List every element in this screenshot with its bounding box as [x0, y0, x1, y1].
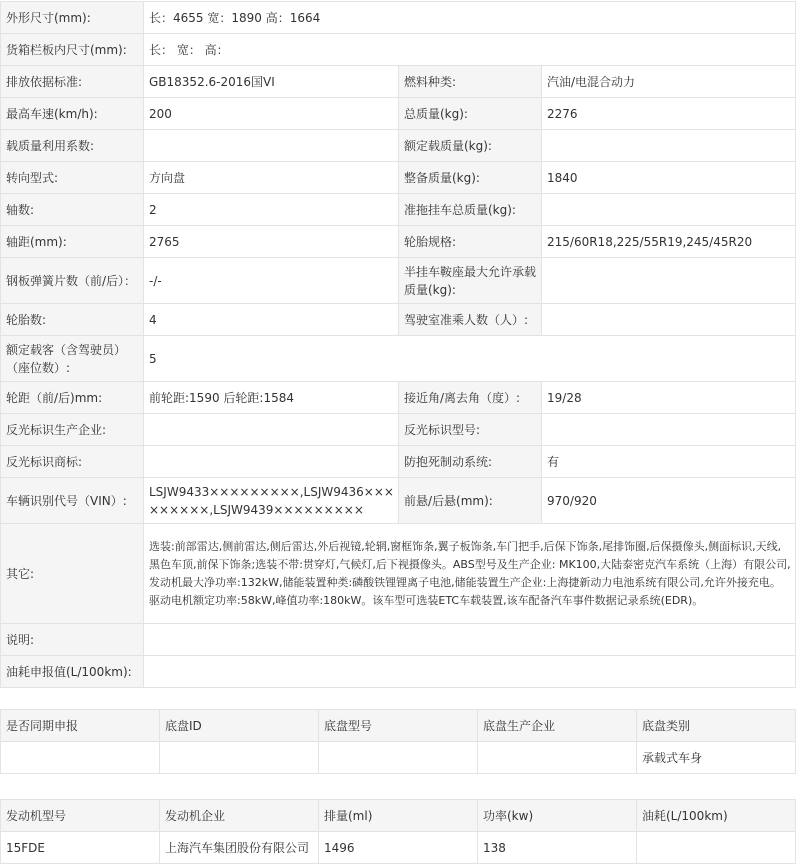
curb-mass-value: 1840: [542, 162, 796, 194]
chassis-header-cell: 底盘类别: [637, 710, 796, 742]
cargo-value: 长： 宽： 高：: [144, 34, 796, 66]
cargo-label: 货箱栏板内尺寸(mm):: [1, 34, 144, 66]
passengers-label: 额定载客（含驾驶员）（座位数）:: [1, 336, 144, 382]
fuel-value: 汽油/电混合动力: [542, 66, 796, 98]
spec-row-emission: [1, 66, 796, 98]
chassis-header-cell: 底盘型号: [319, 710, 478, 742]
steering-value: 方向盘: [144, 162, 399, 194]
chassis-header-row: [1, 710, 796, 742]
spec-row-vin: [1, 478, 796, 524]
chassis-cell: [160, 742, 319, 774]
engine-cell: 15FDE: [1, 832, 160, 864]
axles-value: 2: [144, 194, 399, 226]
reflector-model-label: 反光标识型号:: [399, 414, 542, 446]
emission-label: 排放依据标准:: [1, 66, 144, 98]
engine-cell: [637, 832, 796, 864]
spec-row-dimensions: [1, 2, 796, 34]
rated-load-value: [542, 130, 796, 162]
overhang-label: 前悬/后悬(mm):: [399, 478, 542, 524]
track-label: 轮距（前/后)mm:: [1, 382, 144, 414]
angles-value: 19/28: [542, 382, 796, 414]
other-value: 选装:前部雷达,侧前雷达,侧后雷达,外后视镜,轮辋,窗框饰条,翼子板饰条,车门把手,后保下饰条,尾排饰圈,后保摄像头,侧面标识,天线,黑色车顶,前保下饰条;选装不带:贯穿灯,气候灯,后下视摄像头。ABS型号及生产企业: MK100,大陆泰密克汽车系统（上海）有限公司,发动机最大净功率:132kW,储能装置种类:磷酸铁锂锂离子电池,储能装置生产企业:上海捷新动力电池系统有限公司,允许外接充电。驱动电机额定功率:58kW,峰值功率:180kW。该车型可选装ETC车载装置,该车配备汽车事件数据记录系统(EDR)。: [144, 524, 796, 624]
wheelbase-label: 轴距(mm):: [1, 226, 144, 258]
abs-label: 防抱死制动系统:: [399, 446, 542, 478]
chassis-header-cell: 底盘ID: [160, 710, 319, 742]
chassis-cell: 承载式车身: [637, 742, 796, 774]
engine-header-cell: 发动机企业: [160, 800, 319, 832]
max-speed-value: 200: [144, 98, 399, 130]
notes-label: 说明:: [1, 624, 144, 656]
rated-load-label: 额定载质量(kg):: [399, 130, 542, 162]
angles-label: 接近角/离去角（度）:: [399, 382, 542, 414]
total-mass-value: 2276: [542, 98, 796, 130]
saddle-load-label: 半挂车鞍座最大允许承载质量(kg):: [399, 258, 542, 304]
vehicle-spec-table: [0, 1, 796, 688]
chassis-header-cell: 底盘生产企业: [478, 710, 637, 742]
spec-row-reflector: [1, 414, 796, 446]
spec-row-cargo: [1, 34, 796, 66]
axles-label: 轴数:: [1, 194, 144, 226]
spec-row-speed: [1, 98, 796, 130]
spec-row-load: [1, 130, 796, 162]
spec-row-track: [1, 382, 796, 414]
chassis-cell: [478, 742, 637, 774]
engine-cell: 1496: [319, 832, 478, 864]
reflector-brand-label: 反光标识商标:: [1, 446, 144, 478]
engine-header-cell: 功率(kw): [478, 800, 637, 832]
chassis-cell: [319, 742, 478, 774]
reflector-brand-value: [144, 446, 399, 478]
leaf-springs-value: -/-: [144, 258, 399, 304]
load-ratio-label: 载质量利用系数:: [1, 130, 144, 162]
spec-row-springs: [1, 258, 796, 304]
total-mass-label: 总质量(kg):: [399, 98, 542, 130]
load-ratio-value: [144, 130, 399, 162]
other-label: 其它:: [1, 524, 144, 624]
tire-count-value: 4: [144, 304, 399, 336]
engine-data-row: [1, 832, 796, 864]
abs-value: 有: [542, 446, 796, 478]
overhang-value: 970/920: [542, 478, 796, 524]
engine-header-cell: 排量(ml): [319, 800, 478, 832]
reflector-maker-value: [144, 414, 399, 446]
wheelbase-value: 2765: [144, 226, 399, 258]
chassis-table: [0, 709, 796, 774]
saddle-load-value: [542, 258, 796, 304]
reflector-maker-label: 反光标识生产企业:: [1, 414, 144, 446]
spec-row-steering: [1, 162, 796, 194]
spec-row-fuel-consumption: [1, 656, 796, 688]
emission-value: GB18352.6-2016国VI: [144, 66, 399, 98]
chassis-cell: [1, 742, 160, 774]
trailer-mass-value: [542, 194, 796, 226]
passengers-value: 5: [144, 336, 796, 382]
reflector-model-value: [542, 414, 796, 446]
spec-row-axles: [1, 194, 796, 226]
engine-header-cell: 油耗(L/100km): [637, 800, 796, 832]
spec-row-wheelbase: [1, 226, 796, 258]
tire-count-label: 轮胎数:: [1, 304, 144, 336]
fuel-label: 燃料种类:: [399, 66, 542, 98]
tires-value: 215/60R18,225/55R19,245/45R20: [542, 226, 796, 258]
curb-mass-label: 整备质量(kg):: [399, 162, 542, 194]
steering-label: 转向型式:: [1, 162, 144, 194]
trailer-mass-label: 准拖挂车总质量(kg):: [399, 194, 542, 226]
spec-row-notes: [1, 624, 796, 656]
dimensions-label: 外形尺寸(mm):: [1, 2, 144, 34]
engine-cell: 上海汽车集团股份有限公司: [160, 832, 319, 864]
engine-header-cell: 发动机型号: [1, 800, 160, 832]
engine-cell: 138: [478, 832, 637, 864]
vin-value: LSJW9433×××××××××,LSJW9436×××××××××,LSJW9439×××××××××: [144, 478, 399, 524]
max-speed-label: 最高车速(km/h):: [1, 98, 144, 130]
cab-seats-label: 驾驶室准乘人数（人）:: [399, 304, 542, 336]
spec-row-passengers: [1, 336, 796, 382]
dimensions-value: 长：4655 宽：1890 高：1664: [144, 2, 796, 34]
spec-row-tires: [1, 304, 796, 336]
notes-value: [144, 624, 796, 656]
chassis-data-row: [1, 742, 796, 774]
vin-label: 车辆识别代号（VIN）:: [1, 478, 144, 524]
engine-header-row: [1, 800, 796, 832]
spec-row-other: [1, 524, 796, 624]
tires-label: 轮胎规格:: [399, 226, 542, 258]
leaf-springs-label: 钢板弹簧片数（前/后）：: [1, 258, 144, 304]
chassis-header-cell: 是否同期申报: [1, 710, 160, 742]
engine-table: [0, 799, 796, 864]
track-value: 前轮距:1590 后轮距:1584: [144, 382, 399, 414]
spec-row-brand: [1, 446, 796, 478]
fuel-consumption-value: [144, 656, 796, 688]
fuel-consumption-label: 油耗申报值(L/100km):: [1, 656, 144, 688]
cab-seats-value: [542, 304, 796, 336]
